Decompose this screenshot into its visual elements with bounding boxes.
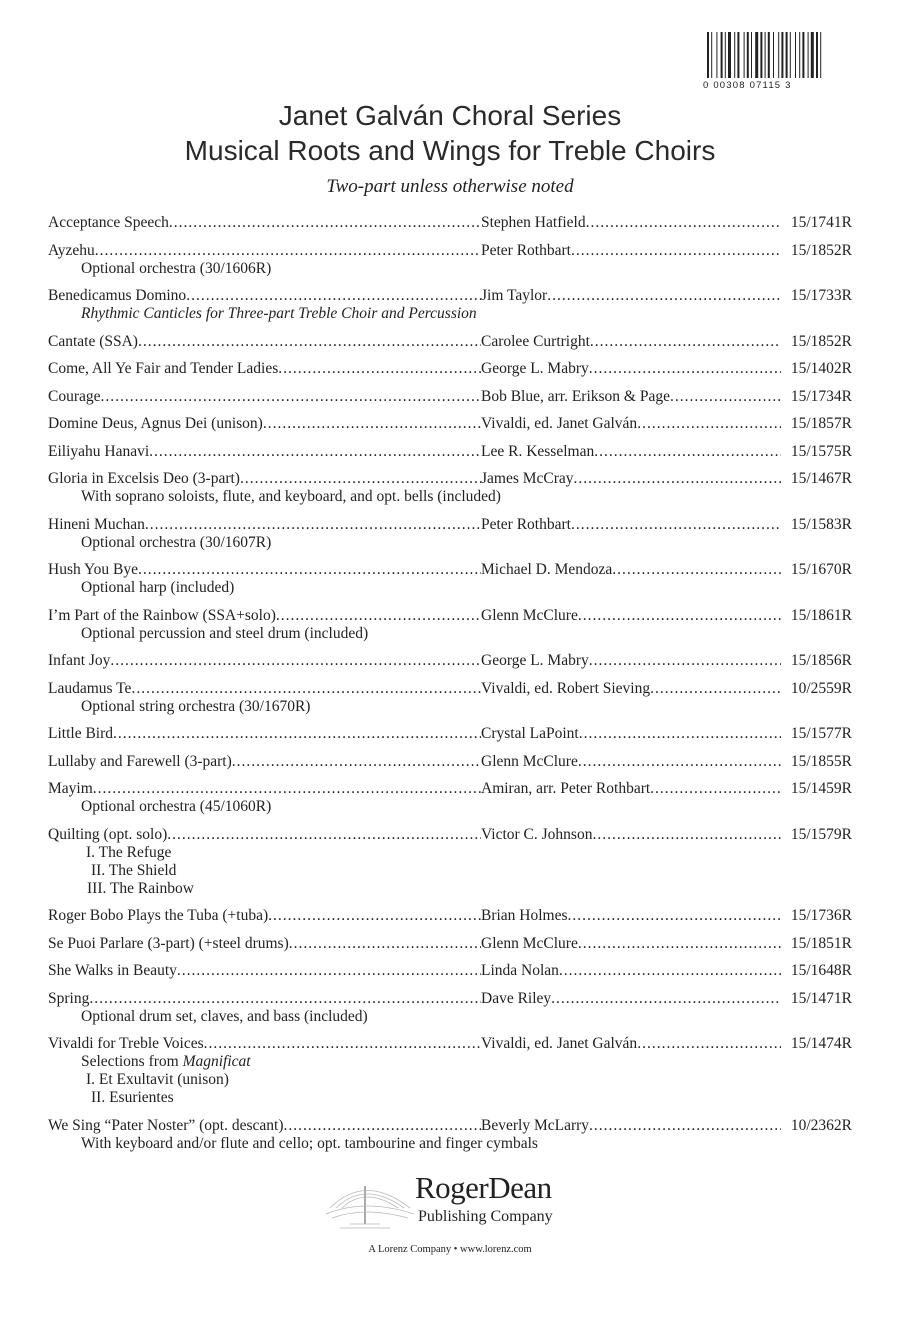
entry-title: I’m Part of the Rainbow (SSA+solo) bbox=[48, 606, 276, 624]
entry-title: Come, All Ye Fair and Tender Ladies bbox=[48, 360, 279, 377]
entry-composer: Peter Rothbart bbox=[481, 515, 571, 533]
catalog-entry bbox=[48, 1035, 852, 1107]
entry-catalog-number: 10/2559R bbox=[790, 679, 852, 697]
entry-catalog-number: 15/1861R bbox=[790, 606, 852, 624]
entry-composer: Jim Taylor bbox=[481, 287, 548, 304]
entry-composer: Vivaldi, ed. Janet Galván bbox=[481, 415, 638, 432]
entry-composer: Lee R. Kesselman bbox=[481, 442, 595, 460]
entry-title: We Sing “Pater Noster” (opt. descant) bbox=[48, 1116, 284, 1134]
entry-composer: George L. Mabry bbox=[481, 652, 589, 669]
barcode-bar bbox=[744, 32, 745, 78]
entry-title: Lullaby and Farewell (3-part) bbox=[48, 752, 232, 770]
catalog-entry bbox=[48, 907, 852, 925]
barcode-bar bbox=[802, 32, 804, 78]
entry-title: Courage bbox=[48, 387, 101, 405]
barcode-bar bbox=[786, 32, 788, 78]
barcode-bar bbox=[737, 32, 739, 78]
barcode-bar bbox=[725, 32, 726, 78]
entry-title: Spring bbox=[48, 989, 90, 1007]
catalog-entry bbox=[48, 415, 852, 433]
entry-note-work: Magnificat bbox=[182, 1053, 251, 1070]
entry-movement: I. Et Exultavit (unison) bbox=[86, 1071, 229, 1088]
catalog-entry bbox=[48, 725, 852, 743]
catalog-entry bbox=[48, 680, 852, 716]
entry-composer: Linda Nolan bbox=[481, 962, 559, 979]
entry-catalog-number: 10/2362R bbox=[790, 1116, 852, 1134]
entry-title: Mayim bbox=[48, 780, 93, 797]
entry-title: Quilting (opt. solo) bbox=[48, 825, 168, 843]
barcode-bar bbox=[773, 32, 774, 78]
barcode-bar bbox=[728, 32, 731, 78]
entry-note: Optional orchestra (45/1060R) bbox=[81, 798, 272, 815]
series-title: Janet Galván Choral Series bbox=[278, 100, 622, 131]
catalog-entry bbox=[48, 962, 852, 980]
catalog-entry bbox=[48, 287, 852, 323]
catalog-entry bbox=[48, 826, 852, 898]
entry-catalog-number: 15/1852R bbox=[790, 332, 852, 350]
entry-composer: Michael D. Mendoza bbox=[481, 561, 613, 578]
catalog-list bbox=[48, 214, 852, 1162]
entry-composer: Amiran, arr. Peter Rothbart bbox=[481, 780, 651, 797]
catalog-entry bbox=[48, 753, 852, 771]
entry-movement: III. The Rainbow bbox=[87, 879, 194, 897]
entry-composer: Crystal LaPoint bbox=[481, 725, 579, 742]
barcode-bar bbox=[778, 32, 779, 78]
barcode-bar bbox=[808, 32, 809, 78]
entry-catalog-number: 15/1852R bbox=[790, 241, 852, 259]
entry-title: Gloria in Excelsis Deo (3-part) bbox=[48, 470, 240, 487]
entry-note: Rhythmic Canticles for Three-part Treble Choir and Percussion bbox=[81, 305, 477, 322]
entry-title: Infant Joy bbox=[48, 652, 111, 669]
barcode-bar bbox=[747, 32, 749, 78]
entry-catalog-number: 15/1471R bbox=[790, 989, 852, 1007]
entry-composer: Vivaldi, ed. Robert Sieving bbox=[481, 679, 651, 697]
publisher-name: RogerDean bbox=[415, 1170, 552, 1205]
barcode-digits: 0 00308 07115 3 bbox=[703, 80, 792, 91]
entry-composer: James McCray bbox=[481, 470, 574, 487]
entry-title: Hush You Bye bbox=[48, 561, 139, 578]
entry-composer: Stephen Hatfield bbox=[481, 214, 586, 231]
entry-composer: Bob Blue, arr. Erikson & Page bbox=[481, 387, 670, 405]
entry-note: Optional orchestra (30/1606R) bbox=[81, 259, 272, 277]
entry-catalog-number: 15/1855R bbox=[790, 752, 852, 770]
barcode-bar bbox=[734, 32, 735, 78]
entry-catalog-number: 15/1851R bbox=[790, 934, 852, 952]
barcode-bar bbox=[795, 32, 796, 78]
entry-catalog-number: 15/1467R bbox=[790, 470, 852, 487]
catalog-entry bbox=[48, 607, 852, 643]
barcode-bar bbox=[799, 32, 800, 78]
barcode-bar bbox=[751, 32, 752, 78]
entry-composer: Dave Riley bbox=[481, 989, 552, 1007]
entry-catalog-number: 15/1733R bbox=[790, 287, 852, 304]
entry-movement: II. Esurientes bbox=[91, 1089, 174, 1106]
entry-catalog-number: 15/1648R bbox=[790, 962, 852, 979]
entry-note-prefix: Selections from bbox=[81, 1053, 183, 1070]
barcode bbox=[703, 32, 853, 94]
entry-composer: Brian Holmes bbox=[481, 907, 568, 924]
entry-note: Optional orchestra (30/1607R) bbox=[81, 533, 272, 551]
publisher-company: Publishing Company bbox=[418, 1208, 553, 1225]
barcode-bars bbox=[707, 32, 847, 78]
barcode-bar bbox=[811, 32, 814, 78]
entry-title: Ayzehu bbox=[48, 241, 95, 259]
entry-title: Little Bird bbox=[48, 725, 114, 742]
barcode-bar bbox=[781, 32, 783, 78]
entry-note: Optional string orchestra (30/1670R) bbox=[81, 697, 311, 715]
entry-title: Hineni Muchan bbox=[48, 515, 145, 533]
barcode-bar bbox=[765, 32, 766, 78]
entry-note bbox=[48, 1053, 852, 1071]
entry-title: Eiliyahu Hanavi bbox=[48, 442, 150, 460]
entry-catalog-number: 15/1579R bbox=[790, 825, 852, 843]
entry-composer: Peter Rothbart bbox=[481, 241, 571, 259]
entry-movement: II. The Shield bbox=[91, 861, 177, 879]
entry-title: Domine Deus, Agnus Dei (unison) bbox=[48, 415, 263, 432]
entry-composer: Carolee Curtright bbox=[481, 332, 590, 350]
entry-catalog-number: 15/1459R bbox=[790, 780, 852, 797]
entry-title: Roger Bobo Plays the Tuba (+tuba) bbox=[48, 907, 269, 924]
catalog-entry bbox=[48, 443, 852, 461]
catalog-entry bbox=[48, 990, 852, 1026]
catalog-entry bbox=[48, 652, 852, 670]
barcode-bar bbox=[820, 32, 821, 78]
barcode-bar bbox=[755, 32, 758, 78]
entry-title: She Walks in Beauty bbox=[48, 962, 177, 979]
barcode-bar bbox=[707, 32, 709, 78]
entry-note: With keyboard and/or flute and cello; opt. tambourine and finger cymbals bbox=[81, 1134, 538, 1152]
entry-catalog-number: 15/1736R bbox=[790, 907, 852, 924]
entry-catalog-number: 15/1734R bbox=[790, 387, 852, 405]
entry-composer: Glenn McClure bbox=[481, 934, 578, 952]
catalog-entry bbox=[48, 935, 852, 953]
barcode-bar bbox=[721, 32, 723, 78]
entry-title: Laudamus Te bbox=[48, 679, 132, 697]
entry-title: Se Puoi Parlare (3-part) (+steel drums) bbox=[48, 934, 289, 952]
entry-composer: Beverly McLarry bbox=[481, 1116, 590, 1134]
entry-title: Acceptance Speech bbox=[48, 214, 169, 231]
catalog-entry bbox=[48, 214, 852, 232]
barcode-bar bbox=[768, 32, 770, 78]
entry-note: Optional drum set, claves, and bass (included) bbox=[81, 1007, 368, 1025]
barcode-bar bbox=[716, 32, 717, 78]
entry-catalog-number: 15/1857R bbox=[790, 415, 852, 432]
catalog-entry bbox=[48, 780, 852, 816]
entry-title: Vivaldi for Treble Voices bbox=[48, 1035, 204, 1052]
catalog-entry bbox=[48, 516, 852, 552]
entry-composer: Victor C. Johnson bbox=[481, 825, 593, 843]
barcode-bar bbox=[790, 32, 791, 78]
entry-composer: Glenn McClure bbox=[481, 752, 578, 770]
catalog-entry bbox=[48, 1117, 852, 1153]
catalog-entry bbox=[48, 561, 852, 597]
barcode-bar bbox=[760, 32, 762, 78]
collection-title: Musical Roots and Wings for Treble Choirs bbox=[184, 135, 716, 166]
entry-catalog-number: 15/1741R bbox=[790, 214, 852, 231]
entry-composer: Glenn McClure bbox=[481, 606, 578, 624]
entry-catalog-number: 15/1402R bbox=[790, 360, 852, 377]
entry-composer: George L. Mabry bbox=[481, 360, 589, 377]
entry-title: Cantate (SSA) bbox=[48, 332, 138, 350]
catalog-entry bbox=[48, 388, 852, 406]
footer-text: A Lorenz Company • www.lorenz.com bbox=[368, 1244, 532, 1255]
entry-catalog-number: 15/1670R bbox=[790, 561, 852, 578]
catalog-entry bbox=[48, 470, 852, 506]
entry-composer: Vivaldi, ed. Janet Galván bbox=[481, 1035, 638, 1052]
catalog-entry bbox=[48, 333, 852, 351]
entry-note: Optional percussion and steel drum (included) bbox=[81, 624, 369, 642]
entry-catalog-number: 15/1577R bbox=[790, 725, 852, 742]
subtitle: Two-part unless otherwise noted bbox=[326, 176, 574, 197]
catalog-entry bbox=[48, 360, 852, 378]
entry-note: With soprano soloists, flute, and keyboard, and opt. bells (included) bbox=[81, 488, 501, 505]
barcode-bar bbox=[711, 32, 712, 78]
entry-note: Optional harp (included) bbox=[81, 579, 235, 596]
catalog-entry bbox=[48, 242, 852, 278]
entry-catalog-number: 15/1474R bbox=[790, 1035, 852, 1052]
entry-catalog-number: 15/1575R bbox=[790, 442, 852, 460]
entry-title: Benedicamus Domino bbox=[48, 287, 187, 304]
entry-movement: I. The Refuge bbox=[86, 843, 172, 861]
barcode-bar bbox=[816, 32, 818, 78]
entry-catalog-number: 15/1583R bbox=[790, 515, 852, 533]
entry-catalog-number: 15/1856R bbox=[790, 652, 852, 669]
